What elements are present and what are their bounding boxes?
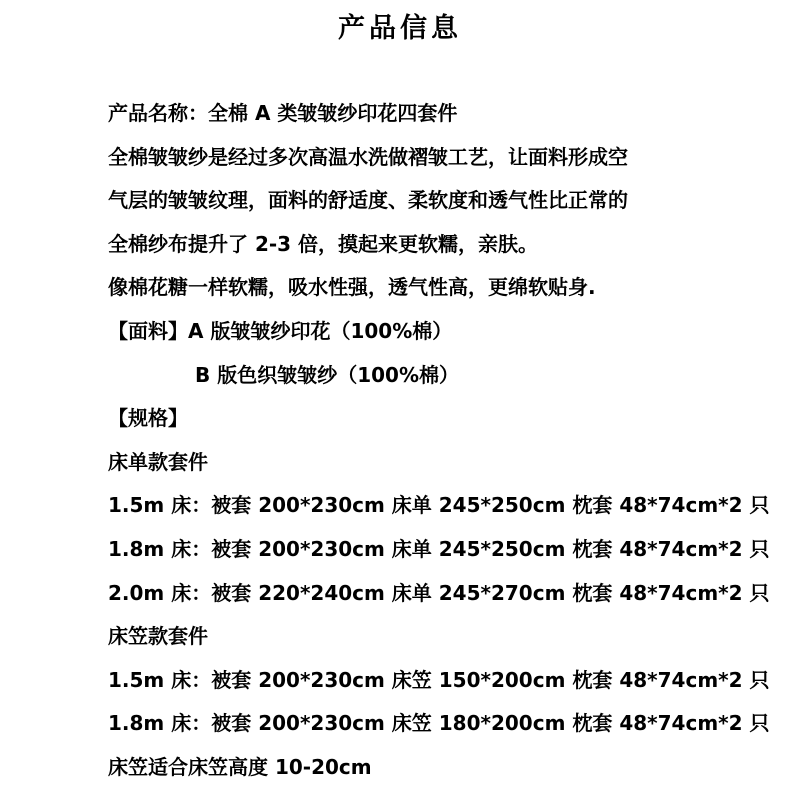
fitted-note: 床笠适合床笠高度 10-20cm <box>108 754 372 779</box>
sheet-set-heading: 床单款套件 <box>108 449 208 474</box>
sheet-set-row-2: 1.8m 床：被套 200*230cm 床单 245*250cm 枕套 48*74cm*2 只 <box>108 536 770 561</box>
intro-line-3: 全棉纱布提升了 2-3 倍，摸起来更软糯，亲肤。 <box>108 231 539 256</box>
fabric-line-a: 【面料】A 版皱皱纱印花（100%棉） <box>108 318 453 343</box>
fitted-set-row-1: 1.5m 床：被套 200*230cm 床笠 150*200cm 枕套 48*74cm*2 只 <box>108 667 770 692</box>
spec-heading: 【规格】 <box>108 406 188 431</box>
fabric-line-b: B 版色织皱皱纱（100%棉） <box>195 362 459 387</box>
page-title: 产品信息 <box>338 13 462 44</box>
intro-line-1: 全棉皱皱纱是经过多次高温水洗做褶皱工艺，让面料形成空 <box>108 144 628 169</box>
product-name-line: 产品名称：全棉 A 类皱皱纱印花四套件 <box>108 101 458 125</box>
fitted-set-row-2: 1.8m 床：被套 200*230cm 床笠 180*200cm 枕套 48*74cm*2 只 <box>108 711 770 736</box>
fitted-set-heading: 床笠款套件 <box>108 624 208 649</box>
sheet-set-row-1: 1.5m 床：被套 200*230cm 床单 245*250cm 枕套 48*74cm*2 只 <box>108 493 770 518</box>
intro-line-2: 气层的皱皱纹理，面料的舒适度、柔软度和透气性比正常的 <box>108 188 628 213</box>
sheet-set-row-3: 2.0m 床：被套 220*240cm 床单 245*270cm 枕套 48*74cm*2 只 <box>108 580 770 605</box>
document-body <box>108 92 800 790</box>
intro-line-4: 像棉花糖一样软糯，吸水性强，透气性高，更绵软贴身. <box>108 275 596 300</box>
